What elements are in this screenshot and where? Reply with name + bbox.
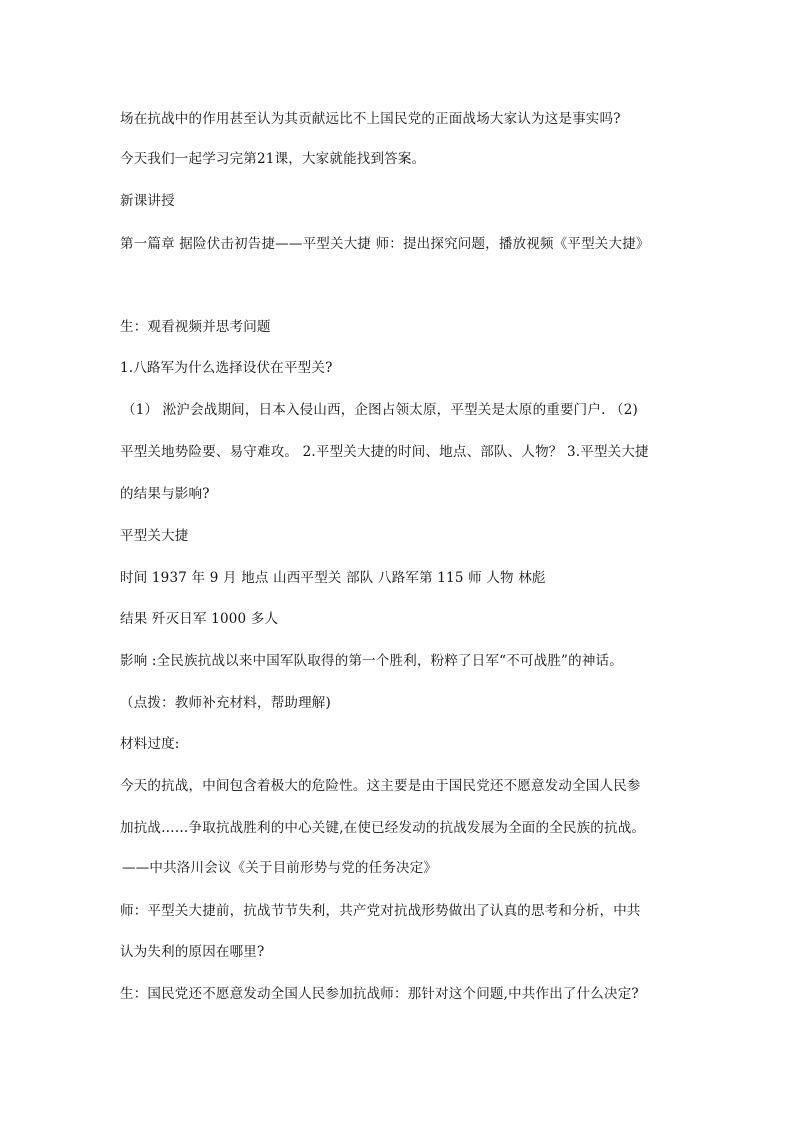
section-heading-new-lesson: 新课讲授 (120, 193, 175, 209)
question-1: 1.八路军为什么选择设伏在平型关? (120, 360, 333, 376)
text-line-impact: 影响 :全民族抗战以来中国军队取得的第一个胜利，粉粹了日军“不可战胜”的神话。 (120, 653, 623, 669)
text-line-hint: （点拨：教师补充材料，帮助理解) (120, 695, 331, 711)
quote-source: ——中共洛川会议《关于目前形势与党的任务决定》 (122, 860, 438, 876)
text-line-1: 场在抗战中的作用甚至认为其贡献远比不上国民党的正面战场大家认为这是事实吗? (120, 111, 621, 127)
text-line-time-place: 时间 1937 年 9 月 地点 山西平型关 部队 八路军第 115 师 人物 林彪 (120, 570, 546, 586)
text-line-chapter-one: 第一篇章 据险伏击初告捷——平型关大捷 师：提出探究问题，播放视频《平型关大捷》 (120, 236, 650, 252)
heading-pingxingguan: 平型关大捷 (120, 528, 189, 544)
student-answer-line: 生：国民党还不愿意发动全国人民参加抗战师：那针对这个问题,中共作出了什么决定? (120, 986, 639, 1002)
text-line-student-watch: 生：观看视频并思考问题 (120, 319, 271, 335)
quote-line-2: 加抗战……争取抗战胜利的中心关键,在使已经发动的抗战发展为全面的全民族的抗战。 (120, 820, 646, 836)
teacher-question-line-1: 师：平型关大捷前，抗战节节失利，共产党对抗战形势做出了认真的思考和分析，中共 (120, 903, 641, 919)
text-line-2: 今天我们一起学习完第21课，大家就能找到答案。 (120, 151, 426, 167)
answer-1-part-a: （1） 淞沪会战期间，日本入侵山西，企图占领太原，平型关是太原的重要门户. （2) (122, 402, 639, 418)
quote-line-1: 今天的抗战，中间包含着极大的危险性。这主要是由于国民党还不愿意发动全国人民参 (120, 778, 641, 794)
answer-1-part-b: 平型关地势险要、易守难攻。 2.平型关大捷的时间、地点、部队、人物？ 3.平型关大捷 (120, 444, 649, 460)
text-line-result: 结果 歼灭日军 1000 多人 (120, 611, 279, 627)
teacher-question-line-2: 认为失利的原因在哪里? (120, 944, 265, 960)
text-line-material-transition: 材料过度: (120, 736, 180, 752)
question-3-continuation: 的结果与影响? (120, 486, 210, 502)
